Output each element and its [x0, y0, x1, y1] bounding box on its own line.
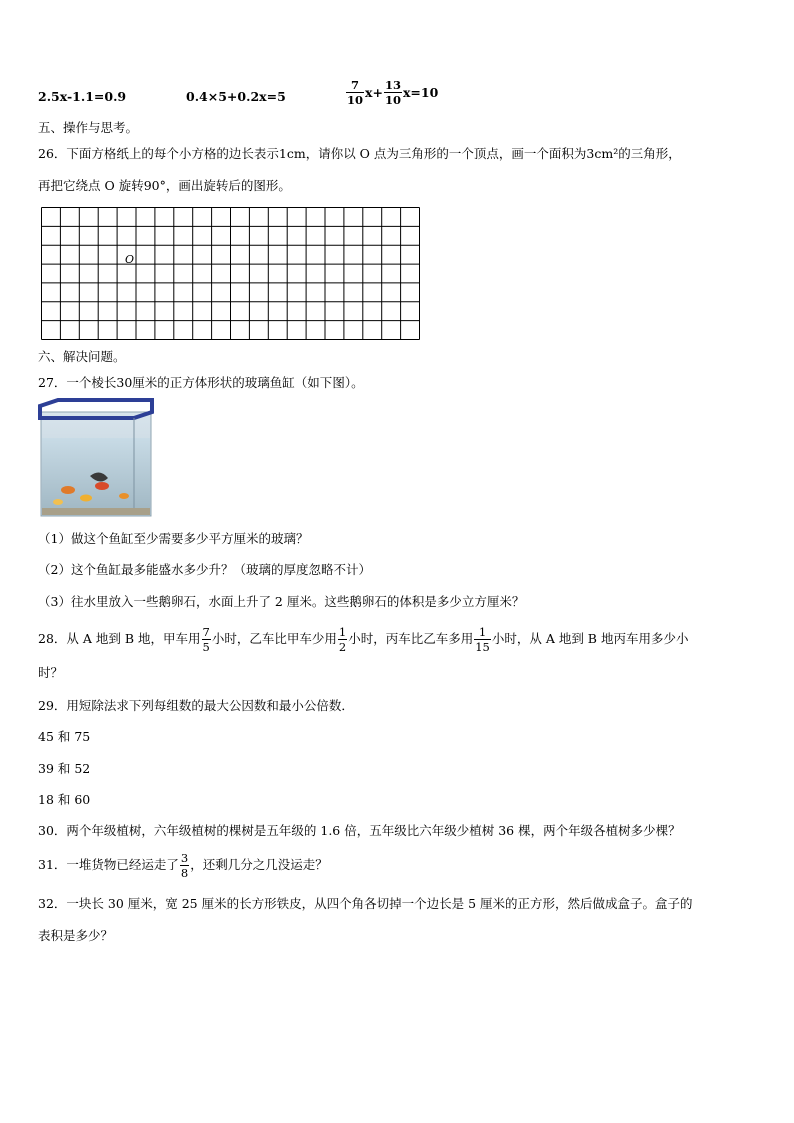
- grid-svg: [41, 207, 420, 340]
- q30-text: 30．两个年级植树，六年级植树的棵树是五年级的 1.6 倍，五年级比六年级少植树 36 棵，两个年级各植树多少棵？: [38, 823, 681, 838]
- fraction: [202, 625, 211, 654]
- section-5-title: 五、操作与思考。: [38, 120, 139, 135]
- denominator: 2: [338, 639, 347, 654]
- fraction: [180, 851, 189, 880]
- equation-3: [345, 78, 438, 107]
- denominator: 15: [475, 639, 490, 654]
- numerator: 7: [346, 78, 364, 93]
- q27-stem: 27．一个棱长30厘米的正方体形状的玻璃鱼缸（如下图）。: [38, 375, 364, 390]
- fraction: [338, 625, 347, 654]
- q31-text: 31．一堆货物已经运走了: [38, 857, 179, 872]
- fraction: [474, 625, 491, 654]
- q28-text: 小时，从 A 地到 B 地丙车用多少小: [491, 631, 689, 646]
- denominator: 10: [347, 93, 364, 107]
- q28-line-1: [38, 622, 688, 656]
- equation-2: 0.4×5+0.2x=5: [186, 89, 286, 104]
- q28-text: 28．从 A 地到 B 地，甲车用: [38, 631, 201, 646]
- q26-line-1: 26．下面方格纸上的每个小方格的边长表示1cm，请你以 O 点为三角形的一个顶点，画一个面积为3cm²的三角形，: [38, 146, 681, 161]
- numerator: 1: [474, 625, 491, 640]
- fish-tank-illustration: [38, 398, 154, 520]
- q31-text: ，还剩几分之几没运走？: [190, 857, 328, 872]
- numerator: 3: [180, 850, 189, 865]
- q29-item-3: 18 和 60: [38, 792, 91, 807]
- q28-text: 小时，乙车比甲车少用: [211, 631, 337, 646]
- numerator: 7: [202, 624, 210, 639]
- denominator: 10: [384, 93, 401, 107]
- q29-item-1: 45 和 75: [38, 729, 91, 744]
- equation-1: 2.5x-1.1=0.9: [38, 89, 127, 104]
- q29-stem: 29．用短除法求下列每组数的最大公因数和最小公倍数．: [38, 698, 354, 713]
- q32-line-2: 表积是多少？: [38, 928, 114, 943]
- q28-line-2: 时？: [38, 665, 64, 680]
- fish-tank-image: [38, 398, 154, 520]
- equation-text: x+: [365, 85, 383, 100]
- q31-line: [38, 848, 328, 882]
- section-6-title: 六、解决问题。: [38, 349, 126, 364]
- q26-line-2: 再把它绕点 O 旋转90°，画出旋转后的图形。: [38, 178, 291, 193]
- square-grid[interactable]: [41, 207, 420, 340]
- q29-item-2: 39 和 52: [38, 761, 91, 776]
- denominator: 5: [202, 639, 210, 654]
- q32-line-1: 32．一块长 30 厘米，宽 25 厘米的长方形铁皮，从四个角各切掉一个边长是 5 厘米的正方形，然后做成盒子。盒子的: [38, 896, 693, 911]
- q27-sub-2: （2）这个鱼缸最多能盛水多少升？（玻璃的厚度忽略不计）: [38, 562, 371, 577]
- numerator: 13: [384, 78, 401, 92]
- q28-text: 小时，丙车比乙车多用: [348, 631, 474, 646]
- fraction: [346, 78, 364, 107]
- grid-lines: [42, 208, 420, 340]
- point-o-label: O: [125, 253, 135, 267]
- denominator: 8: [180, 865, 189, 880]
- q27-sub-1: （1）做这个鱼缸至少需要多少平方厘米的玻璃？: [38, 531, 309, 546]
- numerator: 1: [338, 624, 347, 639]
- q27-sub-3: （3）往水里放入一些鹅卵石，水面上升了 2 厘米。这些鹅卵石的体积是多少立方厘米？: [38, 594, 525, 609]
- equation-text: x=10: [402, 85, 439, 100]
- fraction: [384, 78, 402, 107]
